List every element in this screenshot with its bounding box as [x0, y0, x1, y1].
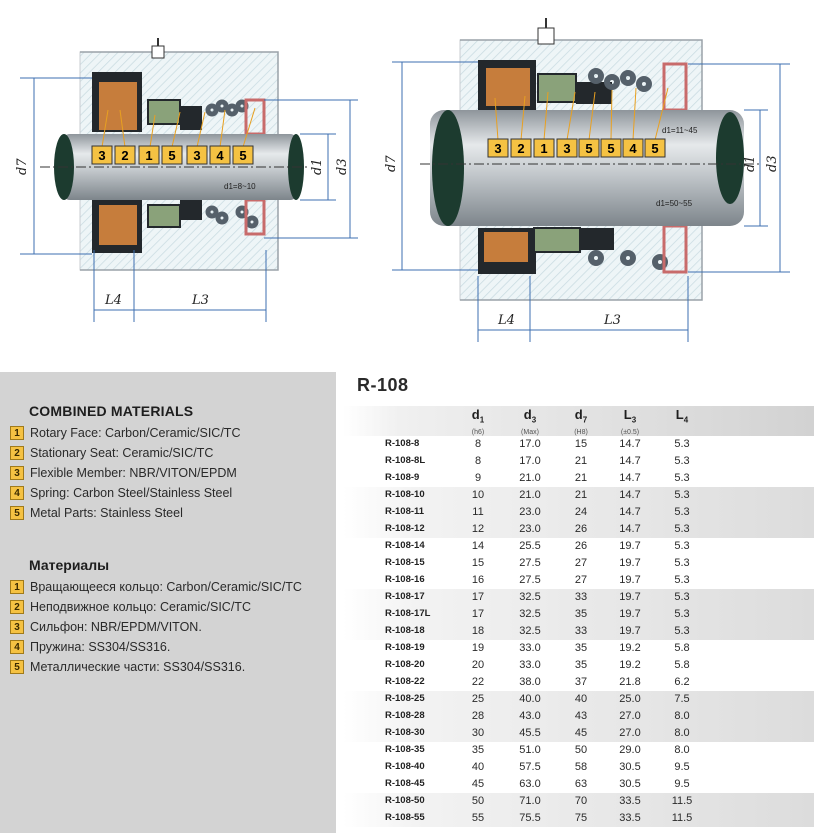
- value-cell: 20: [471, 659, 485, 671]
- material-ru-item: [10, 597, 302, 617]
- header-d1: [453, 408, 503, 437]
- value-cell: 55: [471, 812, 485, 824]
- value-cell: 63.0: [519, 778, 541, 790]
- left-d3-label: d3: [335, 158, 350, 175]
- right-callout-5: 5: [585, 141, 593, 156]
- value-cell: 8: [474, 438, 482, 450]
- header-l3: [605, 408, 655, 437]
- number-badge: 1: [10, 426, 24, 440]
- value-cell: 10: [471, 489, 485, 501]
- model-cell: R-108-8: [385, 438, 420, 449]
- value-cell: 75: [574, 812, 588, 824]
- value-cell: 32.5: [519, 608, 541, 620]
- value-cell: 43: [574, 710, 588, 722]
- value-cell: 25.0: [619, 693, 641, 705]
- left-seal-drawing: [15, 38, 358, 322]
- material-text: Сильфон: NBR/EPDM/VITON.: [30, 620, 202, 634]
- value-cell: 30.5: [619, 778, 641, 790]
- table-row: [343, 504, 814, 521]
- rotary-face-top: [99, 82, 137, 130]
- material-en-item: [10, 503, 240, 523]
- table-row: [343, 759, 814, 776]
- value-cell: 5.8: [674, 642, 690, 654]
- value-cell: 14.7: [619, 523, 641, 535]
- table-body: [343, 436, 814, 827]
- right-callout-7: 4: [629, 141, 637, 156]
- model-cell: R-108-15: [385, 557, 425, 568]
- table-row: [343, 470, 814, 487]
- model-cell: R-108-17: [385, 591, 425, 602]
- value-cell: 21: [574, 455, 588, 467]
- number-badge: 5: [10, 660, 24, 674]
- value-cell: 15: [471, 557, 485, 569]
- value-cell: 43.0: [519, 710, 541, 722]
- table-row: [343, 793, 814, 810]
- table-row: [343, 572, 814, 589]
- left-callout-7: 5: [239, 148, 247, 163]
- right-l3-label: L3: [604, 313, 621, 328]
- spec-table: [343, 372, 814, 833]
- material-ru-item: [10, 577, 302, 597]
- value-cell: 5.3: [674, 472, 690, 484]
- value-cell: 29.0: [619, 744, 641, 756]
- left-callout-2: 2: [121, 148, 129, 163]
- value-cell: 22: [471, 676, 485, 688]
- right-d1-label: d1: [743, 155, 758, 172]
- model-cell: R-108-28: [385, 710, 425, 721]
- table-row: [343, 538, 814, 555]
- value-cell: 19.2: [619, 659, 641, 671]
- value-cell: 33.0: [519, 642, 541, 654]
- table-row: [343, 657, 814, 674]
- table-row: [343, 555, 814, 572]
- value-cell: 35: [471, 744, 485, 756]
- table-row: [343, 623, 814, 640]
- value-cell: 35: [574, 642, 588, 654]
- table-row: [343, 742, 814, 759]
- value-cell: 19.2: [619, 642, 641, 654]
- value-cell: 5.3: [674, 489, 690, 501]
- header-main: L: [675, 407, 684, 422]
- value-cell: 21: [574, 489, 588, 501]
- value-cell: 17.0: [519, 455, 541, 467]
- number-badge: 3: [10, 466, 24, 480]
- value-cell: 9.5: [674, 761, 690, 773]
- value-cell: 63: [574, 778, 588, 790]
- material-ru-item: [10, 657, 302, 677]
- value-cell: 40: [471, 761, 485, 773]
- value-cell: 5.3: [674, 608, 690, 620]
- right-callout-8: 5: [651, 141, 659, 156]
- value-cell: 33.5: [619, 812, 641, 824]
- value-cell: 5.3: [674, 438, 690, 450]
- model-cell: R-108-22: [385, 676, 425, 687]
- value-cell: 33: [574, 625, 588, 637]
- right-callout-4: 3: [563, 141, 571, 156]
- value-cell: 21.0: [519, 489, 541, 501]
- value-cell: 7.5: [674, 693, 690, 705]
- material-text: Metal Parts: Stainless Steel: [30, 506, 183, 520]
- right-d7-label: d7: [384, 155, 399, 172]
- right-d3-label: d3: [765, 155, 780, 172]
- material-text: Неподвижное кольцо: Ceramic/SIC/TC: [30, 600, 251, 614]
- value-cell: 14.7: [619, 489, 641, 501]
- left-callout-1: 3: [98, 148, 106, 163]
- right-callout-1: 3: [494, 141, 502, 156]
- value-cell: 8.0: [674, 710, 690, 722]
- right-range-bottom: d1=50~55: [656, 199, 693, 208]
- model-cell: R-108-55: [385, 812, 425, 823]
- material-text: Spring: Carbon Steel/Stainless Steel: [30, 486, 233, 500]
- value-cell: 5.3: [674, 523, 690, 535]
- value-cell: 71.0: [519, 795, 541, 807]
- header-tol: (±0.5): [620, 428, 640, 436]
- left-callout-3: 1: [145, 148, 153, 163]
- value-cell: 5.3: [674, 506, 690, 518]
- value-cell: 17: [471, 591, 485, 603]
- material-en-item: [10, 463, 240, 483]
- model-cell: R-108-10: [385, 489, 425, 500]
- value-cell: 19.7: [619, 540, 641, 552]
- value-cell: 33: [574, 591, 588, 603]
- header-main: L: [623, 407, 632, 422]
- model-cell: R-108-19: [385, 642, 425, 653]
- header-main: d: [523, 407, 532, 422]
- model-cell: R-108-14: [385, 540, 425, 551]
- materials-en-list: [10, 423, 240, 523]
- number-badge: 5: [10, 506, 24, 520]
- value-cell: 9: [474, 472, 482, 484]
- model-cell: R-108-35: [385, 744, 425, 755]
- table-row: [343, 589, 814, 606]
- value-cell: 23.0: [519, 506, 541, 518]
- model-cell: R-108-18: [385, 625, 425, 636]
- material-text: Металлические части: SS304/SS316.: [30, 660, 246, 674]
- material-ru-item: [10, 617, 302, 637]
- value-cell: 14.7: [619, 472, 641, 484]
- value-cell: 24: [574, 506, 588, 518]
- value-cell: 8: [474, 455, 482, 467]
- value-cell: 23.0: [519, 523, 541, 535]
- value-cell: 32.5: [519, 591, 541, 603]
- header-d3: [505, 408, 555, 437]
- spring-top: [208, 102, 246, 114]
- value-cell: 33.5: [619, 795, 641, 807]
- right-callout-2: 2: [517, 141, 525, 156]
- model-cell: R-108-12: [385, 523, 425, 534]
- seal-cross-section-svg: [0, 0, 814, 365]
- left-d7-label: d7: [15, 158, 30, 175]
- value-cell: 26: [574, 523, 588, 535]
- value-cell: 19.7: [619, 608, 641, 620]
- value-cell: 17: [471, 608, 485, 620]
- materials-en-title: COMBINED MATERIALS: [29, 403, 194, 419]
- header-l4: [657, 408, 707, 428]
- value-cell: 5.3: [674, 591, 690, 603]
- value-cell: 35: [574, 659, 588, 671]
- value-cell: 14.7: [619, 455, 641, 467]
- value-cell: 19.7: [619, 574, 641, 586]
- table-row: [343, 674, 814, 691]
- material-text: Rotary Face: Carbon/Ceramic/SIC/TC: [30, 426, 241, 440]
- table-row: [343, 521, 814, 538]
- table-row: [343, 640, 814, 657]
- value-cell: 50: [574, 744, 588, 756]
- model-cell: R-108-20: [385, 659, 425, 670]
- left-l3-label: L3: [192, 293, 209, 308]
- value-cell: 27.0: [619, 727, 641, 739]
- value-cell: 27: [574, 574, 588, 586]
- value-cell: 30: [471, 727, 485, 739]
- value-cell: 15: [574, 438, 588, 450]
- value-cell: 28: [471, 710, 485, 722]
- value-cell: 19.7: [619, 591, 641, 603]
- table-row: [343, 436, 814, 453]
- value-cell: 33.0: [519, 659, 541, 671]
- model-cell: R-108-40: [385, 761, 425, 772]
- value-cell: 26: [574, 540, 588, 552]
- value-cell: 27.5: [519, 574, 541, 586]
- model-cell: R-108-30: [385, 727, 425, 738]
- table-row: [343, 691, 814, 708]
- left-d1-label: d1: [310, 158, 325, 175]
- header-d7: [556, 408, 606, 437]
- left-callout-6: 4: [216, 148, 224, 163]
- model-cell: R-108-45: [385, 778, 425, 789]
- rotary-face-bottom: [99, 205, 137, 245]
- value-cell: 57.5: [519, 761, 541, 773]
- header-sub: 3: [531, 415, 537, 425]
- value-cell: 16: [471, 574, 485, 586]
- value-cell: 45: [574, 727, 588, 739]
- value-cell: 19.7: [619, 557, 641, 569]
- number-badge: 4: [10, 640, 24, 654]
- model-title: R-108: [357, 375, 409, 395]
- value-cell: 14.7: [619, 506, 641, 518]
- header-tol: (h6): [471, 428, 485, 436]
- value-cell: 19.7: [619, 625, 641, 637]
- header-sub: 4: [683, 415, 689, 425]
- model-cell: R-108-9: [385, 472, 420, 483]
- seal-drawings: [0, 0, 814, 365]
- number-badge: 2: [10, 600, 24, 614]
- right-rotary-face-bottom: [484, 232, 528, 262]
- value-cell: 21: [574, 472, 588, 484]
- right-l4-label: L4: [498, 313, 515, 328]
- table-row: [343, 725, 814, 742]
- value-cell: 38.0: [519, 676, 541, 688]
- header-sub: 3: [631, 415, 637, 425]
- right-callout-3: 1: [540, 141, 548, 156]
- materials-panel: [0, 372, 336, 833]
- table-row: [343, 453, 814, 470]
- value-cell: 40.0: [519, 693, 541, 705]
- right-callout-6: 5: [607, 141, 615, 156]
- value-cell: 27.0: [619, 710, 641, 722]
- model-cell: R-108-50: [385, 795, 425, 806]
- number-badge: 2: [10, 446, 24, 460]
- left-l4-label: L4: [105, 293, 122, 308]
- material-ru-item: [10, 637, 302, 657]
- value-cell: 11.5: [671, 812, 693, 824]
- right-seal-drawing: [384, 18, 790, 342]
- value-cell: 75.5: [519, 812, 541, 824]
- value-cell: 5.8: [674, 659, 690, 671]
- materials-ru-list: [10, 577, 302, 677]
- value-cell: 58: [574, 761, 588, 773]
- left-range-label: d1=8~10: [224, 182, 256, 191]
- value-cell: 14.7: [619, 438, 641, 450]
- value-cell: 40: [574, 693, 588, 705]
- header-tol: (H8): [574, 428, 588, 436]
- model-cell: R-108-8L: [385, 455, 426, 466]
- value-cell: 25: [471, 693, 485, 705]
- value-cell: 11.5: [671, 795, 693, 807]
- number-badge: 1: [10, 580, 24, 594]
- table-row: [343, 810, 814, 827]
- value-cell: 70: [574, 795, 588, 807]
- right-rotary-face-top: [486, 68, 530, 106]
- material-en-item: [10, 443, 240, 463]
- header-tol: (Max): [521, 428, 539, 436]
- value-cell: 5.3: [674, 557, 690, 569]
- value-cell: 37: [574, 676, 588, 688]
- right-range-top: d1=11~45: [662, 126, 698, 135]
- header-sub: 1: [479, 415, 485, 425]
- header-sub: 7: [582, 415, 588, 425]
- value-cell: 27: [574, 557, 588, 569]
- material-text: Пружина: SS304/SS316.: [30, 640, 171, 654]
- value-cell: 8.0: [674, 727, 690, 739]
- value-cell: 14: [471, 540, 485, 552]
- value-cell: 6.2: [674, 676, 690, 688]
- value-cell: 5.3: [674, 540, 690, 552]
- table-row: [343, 487, 814, 504]
- value-cell: 25.5: [519, 540, 541, 552]
- number-badge: 4: [10, 486, 24, 500]
- value-cell: 8.0: [674, 744, 690, 756]
- value-cell: 30.5: [619, 761, 641, 773]
- value-cell: 11: [472, 506, 484, 518]
- material-en-item: [10, 423, 240, 443]
- value-cell: 12: [471, 523, 485, 535]
- value-cell: 18: [471, 625, 485, 637]
- value-cell: 50: [471, 795, 485, 807]
- table-row: [343, 606, 814, 623]
- value-cell: 21.8: [619, 676, 641, 688]
- value-cell: 9.5: [674, 778, 690, 790]
- material-text: Вращающееся кольцо: Carbon/Ceramic/SIC/TC: [30, 580, 302, 594]
- number-badge: 3: [10, 620, 24, 634]
- value-cell: 45.5: [519, 727, 541, 739]
- value-cell: 17.0: [519, 438, 541, 450]
- table-row: [343, 708, 814, 725]
- material-text: Flexible Member: NBR/VITON/EPDM: [30, 466, 237, 480]
- value-cell: 19: [471, 642, 485, 654]
- model-cell: R-108-25: [385, 693, 425, 704]
- value-cell: 5.3: [674, 455, 690, 467]
- left-callout-4: 5: [168, 148, 176, 163]
- header-main: d: [574, 407, 583, 422]
- value-cell: 51.0: [519, 744, 541, 756]
- value-cell: 21.0: [519, 472, 541, 484]
- left-callout-5: 3: [193, 148, 201, 163]
- material-text: Stationary Seat: Ceramic/SIC/TC: [30, 446, 214, 460]
- value-cell: 32.5: [519, 625, 541, 637]
- value-cell: 35: [574, 608, 588, 620]
- materials-ru-title: Материалы: [29, 557, 110, 573]
- value-cell: 27.5: [519, 557, 541, 569]
- model-cell: R-108-11: [385, 506, 425, 517]
- model-cell: R-108-17L: [385, 608, 431, 619]
- material-en-item: [10, 483, 240, 503]
- value-cell: 5.3: [674, 625, 690, 637]
- table-row: [343, 776, 814, 793]
- value-cell: 5.3: [674, 574, 690, 586]
- header-main: d: [471, 407, 480, 422]
- value-cell: 45: [471, 778, 485, 790]
- model-cell: R-108-16: [385, 574, 425, 585]
